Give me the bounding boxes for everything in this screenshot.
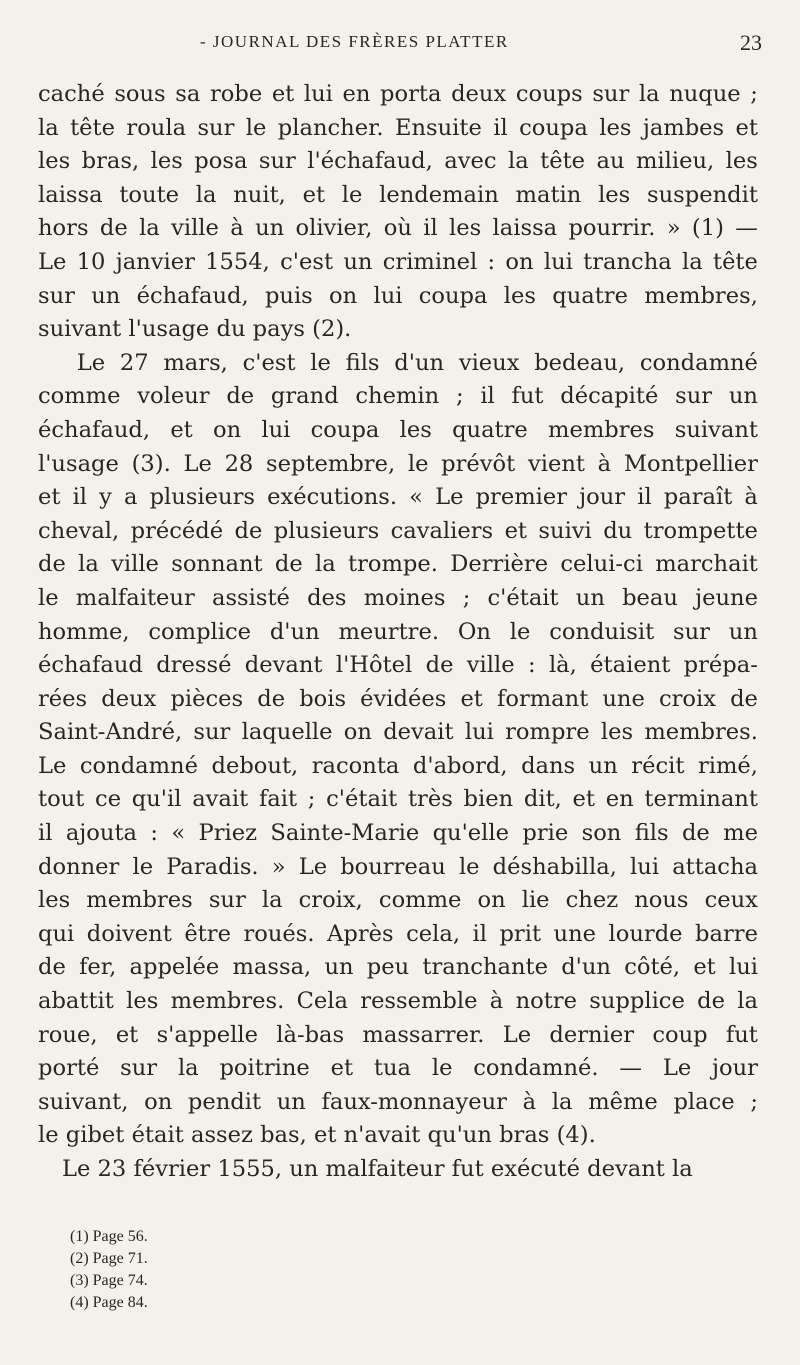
text-line: suivant, on pendit un faux-monnayeur à la même place ; [38, 1088, 758, 1115]
footnote: (3) Page 74. [70, 1272, 148, 1289]
text-line: qui doivent être roués. Après cela, il prit une lourde barre [38, 920, 758, 947]
text-line: porté sur la poitrine et tua le condamné. — Le jour [38, 1055, 758, 1082]
text-line: abattit les membres. Cela ressemble à notre supplice de la [38, 988, 758, 1015]
text-line: de la ville sonnant de la trompe. Derrière celui-ci marchait [38, 551, 758, 578]
body-text [38, 78, 758, 1187]
footnote: (2) Page 71. [70, 1250, 148, 1267]
text-line: caché sous sa robe et lui en porta deux coups sur la nuque ; [38, 81, 758, 107]
text-line: roue, et s'appelle là-bas massarrer. Le dernier coup fut [38, 1021, 758, 1048]
text-line: suivant l'usage du pays (2). [38, 316, 352, 343]
text-line: hors de la ville à un olivier, où il les laissa pourrir. » (1) — [38, 215, 758, 242]
text-line: Saint-André, sur laquelle on devait lui rompre les membres. [38, 719, 758, 746]
running-title: - JOURNAL DES FRÈRES PLATTER [200, 32, 509, 51]
text-line: échafaud dressé devant l'Hôtel de ville : là, étaient prépa- [38, 652, 758, 679]
text-line: rées deux pièces de bois évidées et formant une croix de [38, 685, 758, 712]
text-line: il ajouta : « Priez Sainte-Marie qu'elle prie son fils de me [38, 820, 758, 847]
text-line: le malfaiteur assisté des moines ; c'était un beau jeune [38, 584, 758, 611]
text-line: sur un échafaud, puis on lui coupa les quatre membres, [38, 282, 758, 309]
page-number: 23 [740, 30, 762, 55]
text-line: comme voleur de grand chemin ; il fut décapité sur un [38, 383, 758, 410]
text-line: Le condamné debout, raconta d'abord, dans un récit rimé, [38, 752, 758, 779]
text-line: cheval, précédé de plusieurs cavaliers et suivi du trompette [38, 517, 758, 544]
text-line: les membres sur la croix, comme on lie chez nous ceux [38, 887, 758, 914]
text-line: l'usage (3). Le 28 septembre, le prévôt vient à Montpellier [38, 450, 758, 477]
text-line: Le 10 janvier 1554, c'est un criminel : on lui trancha la tête [38, 248, 758, 275]
page-header [0, 32, 800, 62]
text-line: et il y a plusieurs exécutions. « Le premier jour il paraît à [38, 484, 758, 511]
text-line: de fer, appelée massa, un peu tranchante d'un côté, et lui [38, 954, 758, 981]
text-line: laissa toute la nuit, et le lendemain matin les suspendit [38, 181, 758, 208]
text-line: les bras, les posa sur l'échafaud, avec la tête au milieu, les [38, 148, 758, 175]
text-line: donner le Paradis. » Le bourreau le déshabilla, lui attacha [38, 853, 758, 880]
text-line: tout ce qu'il avait fait ; c'était très bien dit, et en terminant [38, 786, 758, 813]
text-line: le gibet était assez bas, et n'avait qu'un bras (4). [38, 1122, 596, 1149]
text-line: homme, complice d'un meurtre. On le conduisit sur un [38, 618, 758, 645]
footnote: (4) Page 84. [70, 1294, 148, 1311]
footnotes [70, 1226, 148, 1314]
footnote: (1) Page 56. [70, 1228, 148, 1245]
text-line: Le 23 février 1555, un malfaiteur fut exécuté devant la [62, 1156, 693, 1182]
text-line: la tête roula sur le plancher. Ensuite il coupa les jambes et [38, 114, 758, 141]
text-line: échafaud, et on lui coupa les quatre membres suivant [38, 416, 758, 443]
text-line: Le 27 mars, c'est le fils d'un vieux bedeau, condamné [76, 349, 758, 376]
